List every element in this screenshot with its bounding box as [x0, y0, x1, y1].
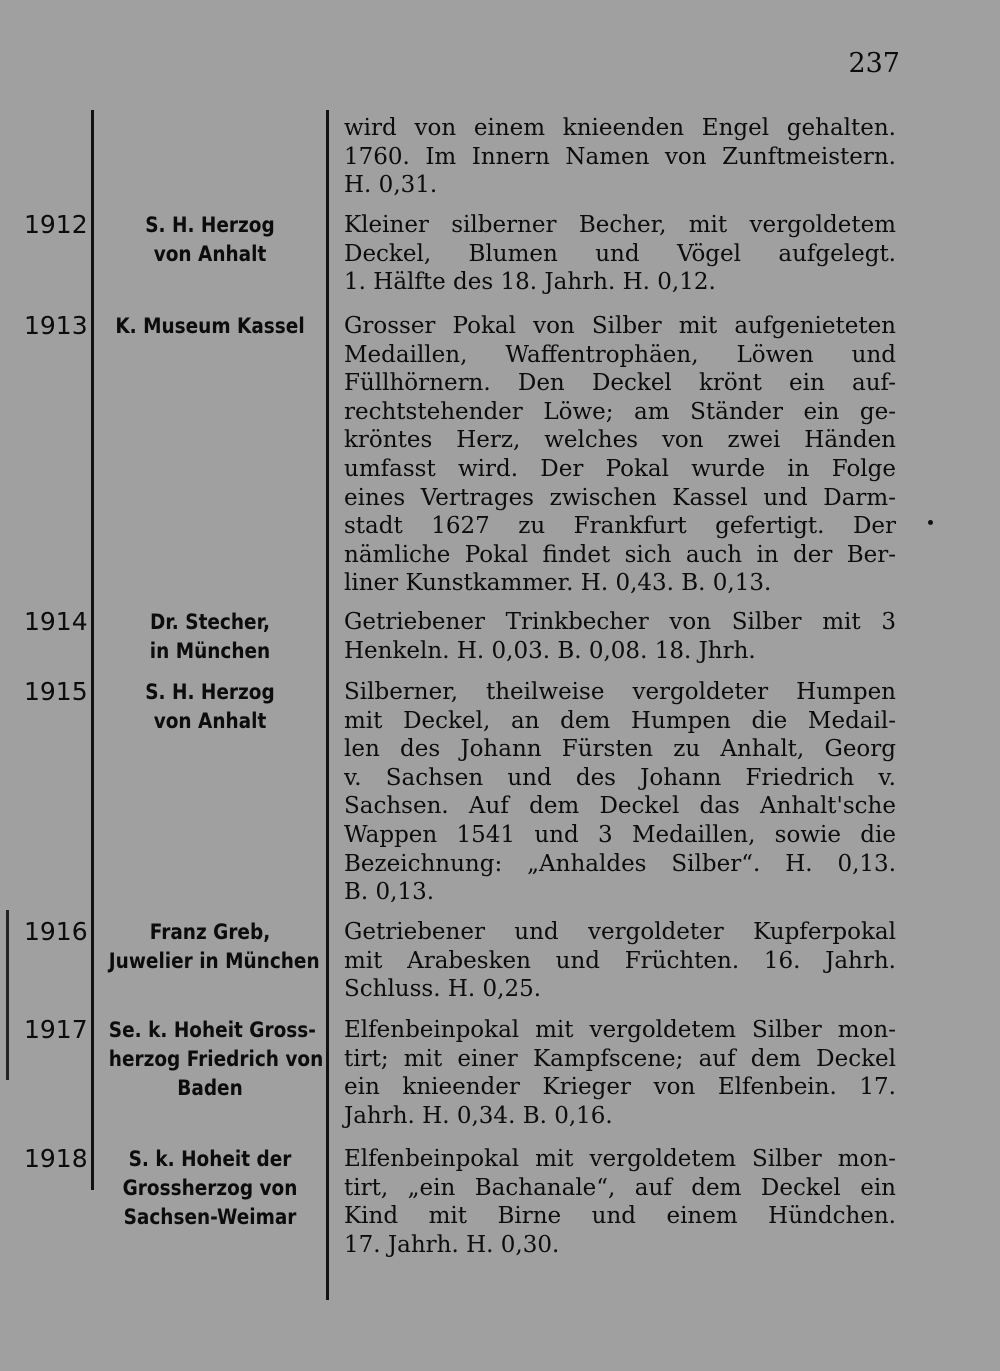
entry-description	[344, 918, 896, 1004]
text-line: B. 0,13.	[344, 879, 435, 906]
text-line: eines Vertrages zwischen Kassel und Darm-	[344, 484, 896, 511]
entry-description	[344, 1016, 896, 1130]
entry-number: 1914	[24, 607, 88, 636]
text-line: Deckel, Blumen und Vögel aufgelegt.	[344, 240, 896, 267]
text-line: Jahrh. H. 0,34. B. 0,16.	[344, 1102, 613, 1129]
text-line: rechtstehender Löwe; am Ständer ein ge-	[344, 398, 896, 425]
text-line: tirt, „ein Bachanale“, auf dem Deckel ein	[344, 1174, 896, 1201]
text-line: wird von einem knieenden Engel gehalten.	[344, 115, 896, 141]
continuation-text	[344, 114, 896, 200]
text-line: kröntes Herz, welches von zwei Händen	[344, 427, 896, 454]
text-line: H. 0,31.	[344, 172, 438, 199]
text-line: Silberner, theilweise vergoldeter Humpen	[344, 679, 896, 705]
text-line: Elfenbeinpokal mit vergoldetem Silber mon-	[344, 1017, 896, 1043]
entry-number: 1918	[24, 1144, 88, 1173]
owner-line: S. H. Herzog	[145, 213, 275, 237]
text-line: nämliche Pokal findet sich auch in der Ber-	[344, 541, 896, 568]
owner-line: K. Museum Kassel	[115, 314, 305, 338]
entry-owner	[109, 678, 311, 736]
owner-line: Se. k. Hoheit Gross-	[108, 1018, 316, 1042]
text-line: Schluss. H. 0,25.	[344, 976, 542, 1003]
owner-line: Franz Greb,	[149, 920, 271, 944]
text-line: 1. Hälfte des 18. Jahrh. H. 0,12.	[344, 269, 716, 296]
text-line: Getriebener Trinkbecher von Silber mit 3	[344, 609, 896, 635]
entry-owner	[109, 1145, 311, 1232]
entry-description	[344, 211, 896, 297]
text-line: Grosser Pokal von Silber mit aufgenieteten	[344, 313, 896, 339]
owner-line: Grossherzog von	[122, 1176, 298, 1200]
text-line: Elfenbeinpokal mit vergoldetem Silber mon-	[344, 1146, 896, 1172]
owner-line: S. k. Hoheit der	[128, 1147, 292, 1171]
text-line: umfasst wird. Der Pokal wurde in Folge	[344, 455, 896, 482]
text-line: len des Johann Fürsten zu Anhalt, Georg	[344, 736, 896, 763]
entry-number: 1917	[24, 1015, 88, 1044]
stray-dot	[928, 520, 933, 525]
entry-owner	[109, 312, 311, 341]
text-line: Henkeln. H. 0,03. B. 0,08. 18. Jhrh.	[344, 637, 756, 664]
text-line: Füllhörnern. Den Deckel krönt ein auf-	[344, 370, 896, 397]
text-line: Wappen 1541 und 3 Medaillen, sowie die	[344, 821, 896, 848]
owner-line: in München	[149, 639, 271, 663]
entry-description	[344, 608, 896, 665]
entry-description	[344, 312, 896, 598]
edge-mark	[6, 910, 9, 1080]
text-line: Bezeichnung: „Anhaldes Silber“. H. 0,13.	[344, 850, 896, 877]
right-column-rule	[326, 110, 329, 1300]
entry-owner	[109, 608, 311, 666]
text-line: ein knieender Krieger von Elfenbein. 17.	[344, 1074, 896, 1101]
owner-line: S. H. Herzog	[145, 680, 275, 704]
text-line: Medaillen, Waffentrophäen, Löwen und	[344, 341, 896, 368]
text-line: tirt; mit einer Kampfscene; auf dem Deckel	[344, 1045, 896, 1072]
entry-number: 1913	[24, 311, 88, 340]
entry-number: 1915	[24, 677, 88, 706]
owner-line: Baden	[177, 1076, 243, 1100]
text-line: 1760. Im Innern Namen von Zunftmeistern.	[344, 143, 896, 170]
entry-number: 1916	[24, 917, 88, 946]
text-line: mit Deckel, an dem Humpen die Medail-	[344, 707, 896, 734]
text-line: mit Arabesken und Früchten. 16. Jahrh.	[344, 947, 896, 974]
text-line: 17. Jahrh. H. 0,30.	[344, 1231, 560, 1258]
owner-line: von Anhalt	[153, 709, 267, 733]
text-line: stadt 1627 zu Frankfurt gefertigt. Der	[344, 513, 896, 540]
text-line: Kind mit Birne und einem Hündchen.	[344, 1203, 896, 1230]
text-line: v. Sachsen und des Johann Friedrich v.	[344, 764, 896, 791]
entry-number: 1912	[24, 210, 88, 239]
entry-owner	[109, 211, 311, 269]
text-line: Getriebener und vergoldeter Kupferpokal	[344, 919, 896, 945]
entry-owner	[108, 1016, 324, 1103]
text-line: Sachsen. Auf dem Deckel das Anhalt'sche	[344, 793, 896, 820]
text-line: Kleiner silberner Becher, mit vergoldetem	[344, 212, 896, 238]
entry-description	[344, 1145, 896, 1259]
entry-description	[344, 678, 896, 907]
page-number: 237	[848, 48, 900, 79]
left-column-rule	[91, 110, 94, 1190]
owner-line: herzog Friedrich von	[108, 1047, 324, 1071]
owner-line: Dr. Stecher,	[149, 610, 271, 634]
entry-owner	[108, 918, 320, 976]
owner-line: Juwelier in München	[108, 949, 320, 973]
text-line: liner Kunstkammer. H. 0,43. B. 0,13.	[344, 570, 772, 597]
owner-line: von Anhalt	[153, 242, 267, 266]
owner-line: Sachsen-Weimar	[123, 1205, 297, 1229]
